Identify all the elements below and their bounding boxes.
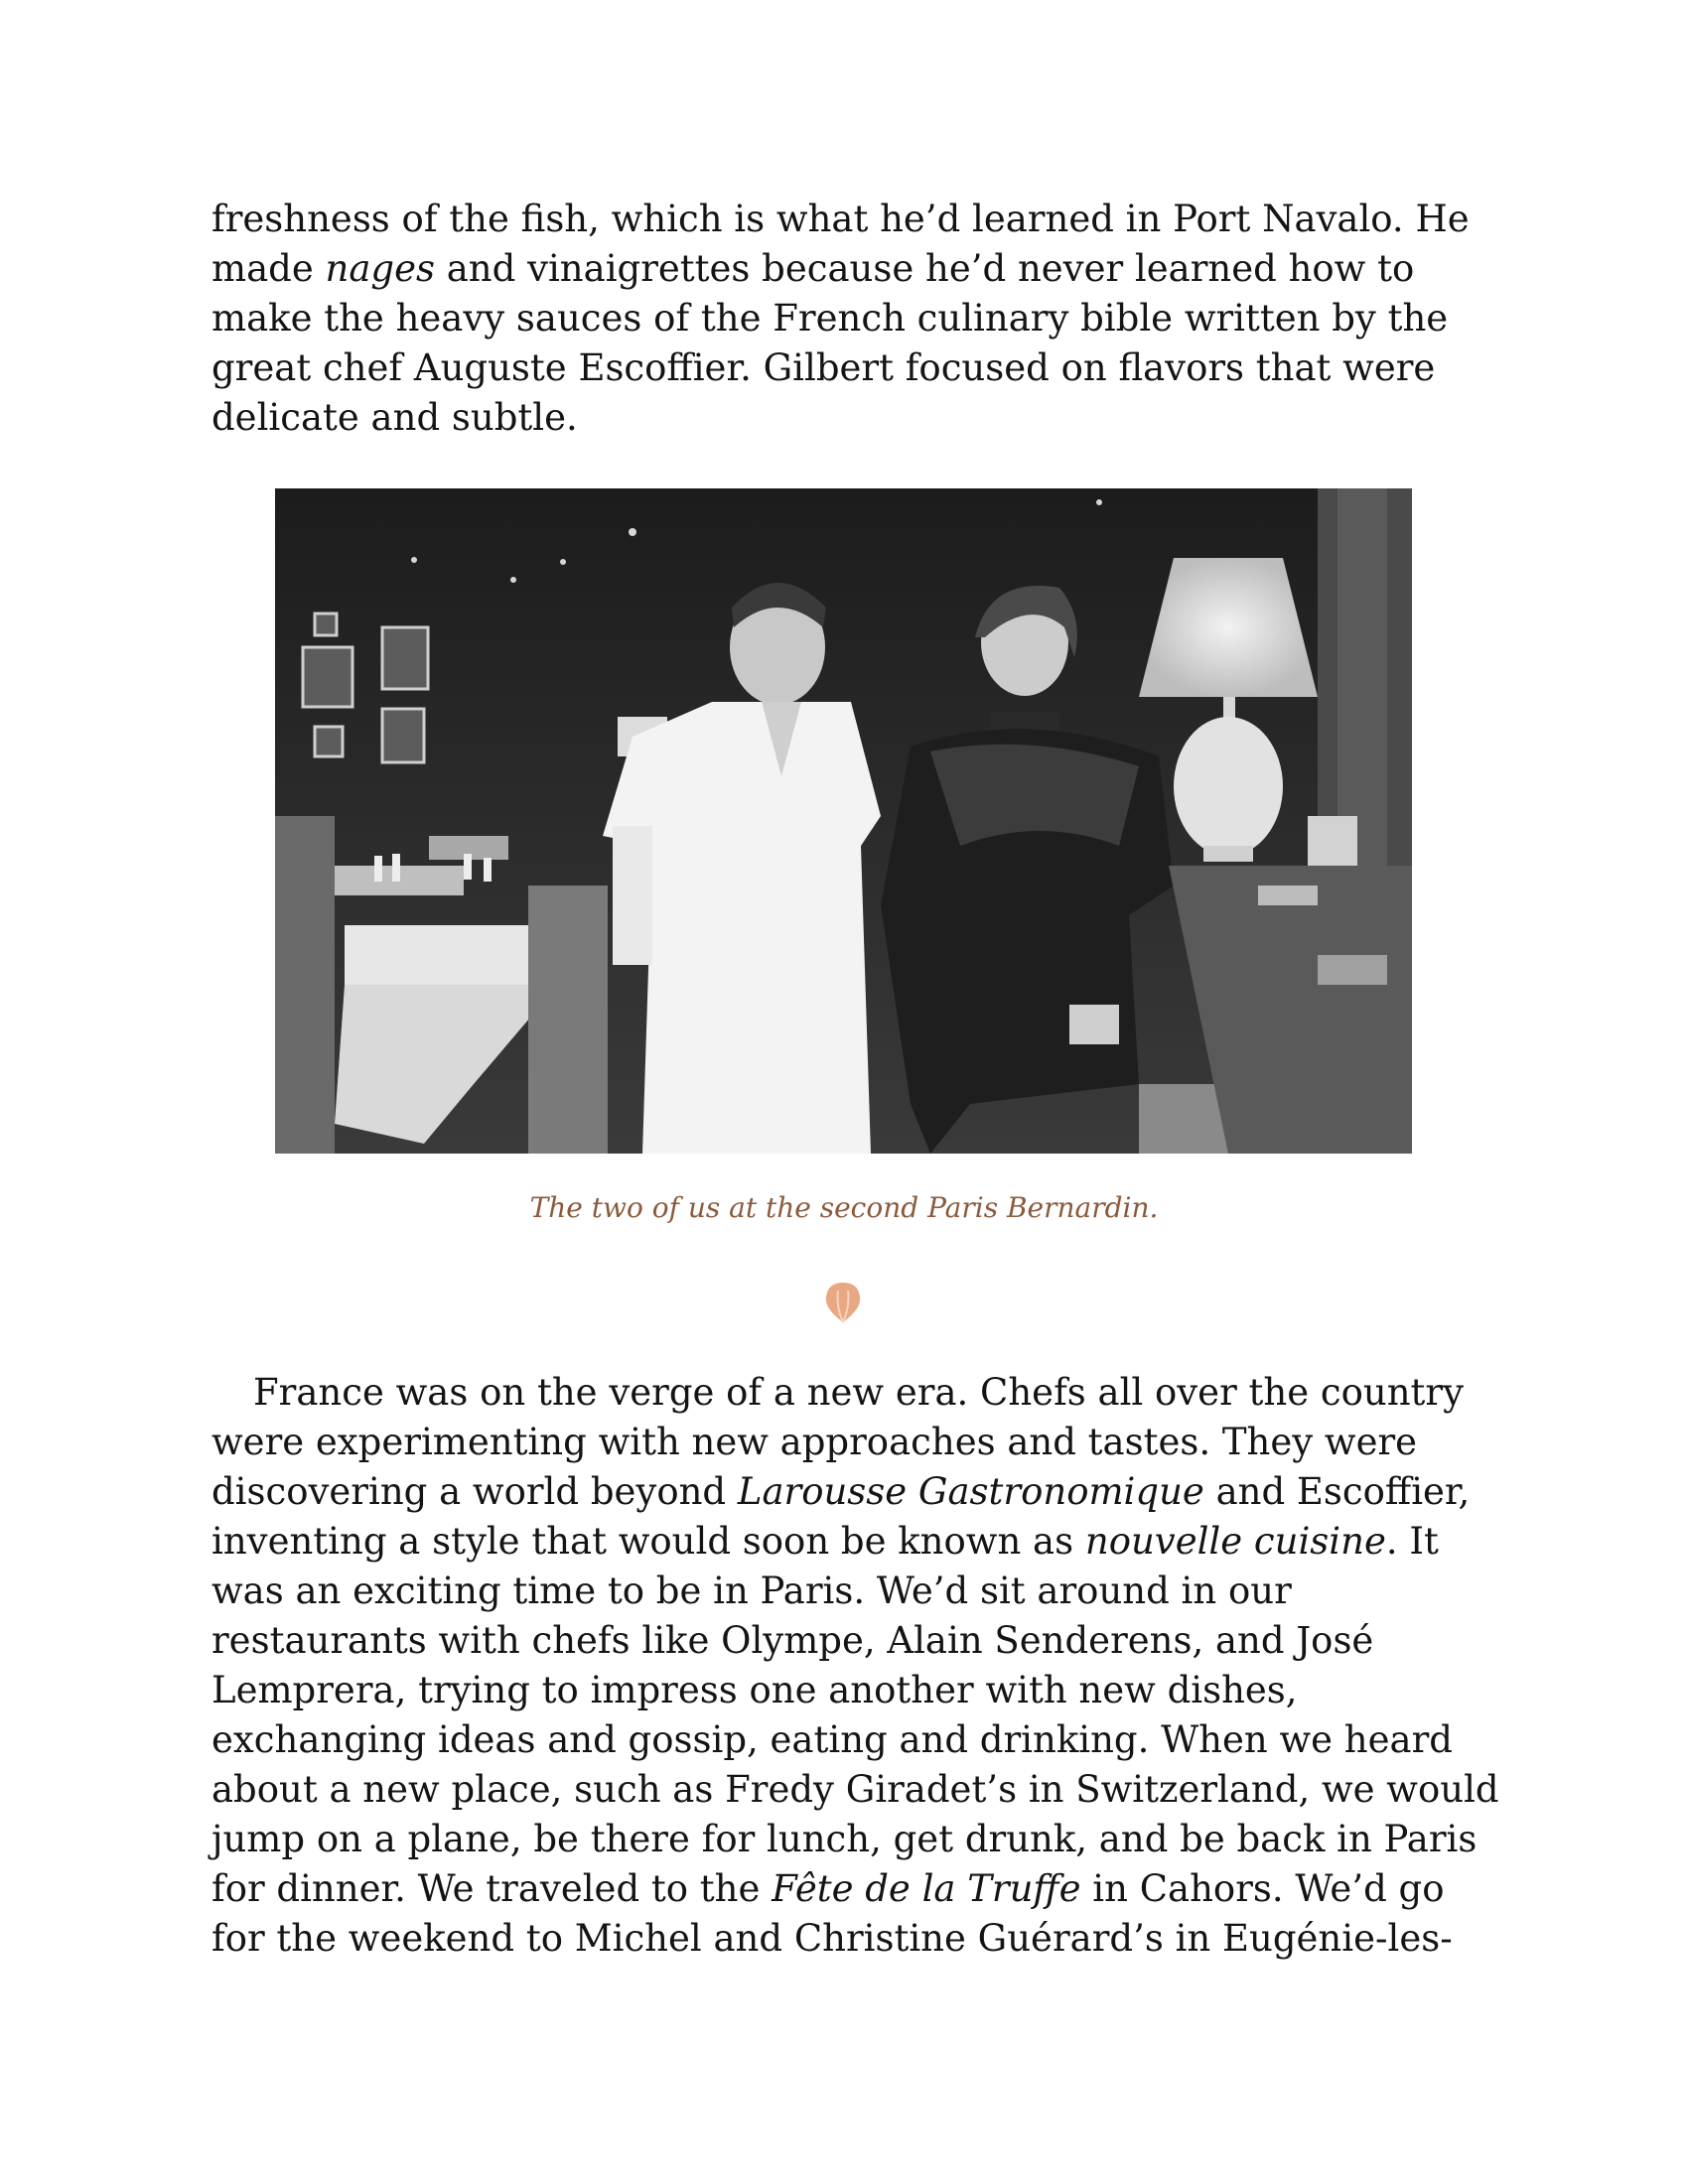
text-run: freshness of the fish, which is what he’d learned in Port Navalo. He made	[211, 198, 1470, 290]
paragraph-2	[211, 1368, 1502, 1964]
photo-restaurant	[275, 488, 1412, 1154]
italic-run: Fête de la Truffe	[772, 1867, 1081, 1910]
italic-run: nouvelle cuisine	[1084, 1520, 1386, 1563]
shell-icon	[820, 1279, 866, 1324]
text-run: and vinaigrettes because he’d never learned how to make the heavy sauces of the French culinary bible written by the great chef Auguste Escoffier. Gilbert focused on flavors that were delicate and subtle.	[211, 247, 1449, 439]
paragraph-bottom	[211, 1368, 1502, 1964]
text-run: . It was an exciting time to be in Paris. We’d sit around in our restaurants with chefs like Olympe, Alain Senderens, and José Lemprera, trying to impress one another with new dishes, exchanging ideas and gossip, eating and drinking. When we heard about a new place, such as Fredy Giradet’s in Switzerland, we would jump on a plane, be there for lunch, get drunk, and be back in Paris for dinner. We traveled to the	[211, 1520, 1499, 1910]
text-run: and Escoffier, inventing a style that would soon be known as	[211, 1470, 1471, 1563]
italic-run: nages	[325, 247, 435, 290]
text-run: in Cahors. We’d go for the weekend to Michel and Christine Guérard’s in Eugénie-les-	[211, 1867, 1453, 1960]
text-run: France was on the verge of a new era. Chefs all over the country were experimenting with new approaches and tastes. They were discovering a world beyond	[211, 1371, 1464, 1513]
paragraph-top	[211, 195, 1502, 443]
photo-caption: The two of us at the second Paris Bernardin.	[529, 1191, 1159, 1224]
paragraph-1	[211, 195, 1502, 443]
italic-run: Larousse Gastronomique	[737, 1470, 1204, 1513]
